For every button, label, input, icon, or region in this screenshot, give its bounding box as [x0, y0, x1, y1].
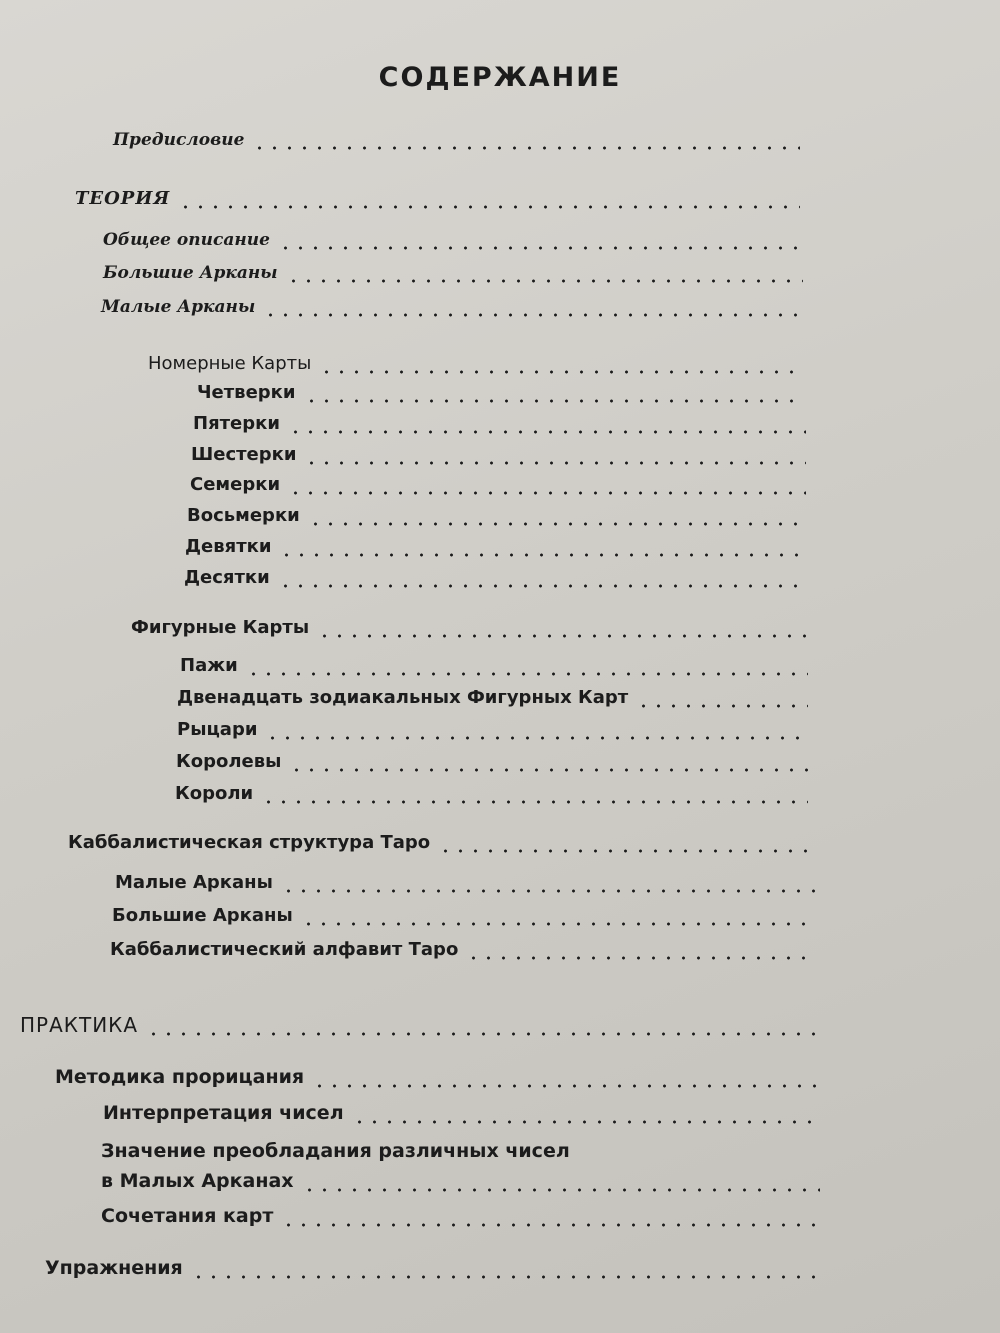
toc-entry-title: Общее описание [103, 230, 270, 250]
toc-entry-title: Фигурные Карты [131, 617, 310, 638]
dot-leader [352, 1120, 820, 1124]
toc-entry-title: Десятки [184, 567, 270, 588]
dot-leader [281, 889, 815, 893]
dot-leader [304, 461, 806, 465]
toc-entry-title: ПРАКТИКА [20, 1013, 139, 1037]
dot-leader [278, 584, 806, 588]
dot-leader [317, 634, 808, 638]
dot-leader [289, 768, 808, 772]
toc-entry-title: Значение преобладания различных чисел [101, 1140, 570, 1162]
toc-entry-title: Предисловие [113, 130, 245, 150]
toc-entry-title: Двенадцать зодиакальных Фигурных Карт [177, 687, 629, 708]
dot-leader [263, 313, 805, 317]
dot-leader [252, 146, 800, 150]
toc-entry-title: Рыцари [177, 719, 258, 740]
dot-leader [438, 849, 812, 853]
dot-leader [191, 1275, 820, 1279]
page-title: СОДЕРЖАНИЕ [378, 62, 622, 93]
dot-leader [636, 704, 808, 708]
dot-leader [319, 370, 805, 374]
dot-leader [288, 430, 806, 434]
dot-leader [278, 246, 800, 250]
toc-entry-title: Упражнения [45, 1257, 183, 1279]
dot-leader [288, 491, 806, 495]
dot-leader [302, 1188, 820, 1192]
dot-leader [301, 922, 815, 926]
toc-entry-title: Малые Арканы [101, 297, 256, 317]
toc-entry-title: Сочетания карт [101, 1205, 274, 1227]
toc-entry-title: Большие Арканы [112, 905, 293, 926]
toc-entry-title: Интерпретация чисел [103, 1102, 344, 1124]
dot-leader [308, 522, 806, 526]
toc-entry-title: Королевы [176, 751, 282, 772]
dot-leader [279, 553, 806, 557]
dot-leader [178, 205, 800, 209]
dot-leader [261, 800, 808, 804]
toc-entry-title: Семерки [190, 474, 281, 495]
toc-entry-title: Большие Арканы [103, 263, 278, 283]
toc-entry-title: Восьмерки [187, 505, 300, 526]
dot-leader [312, 1084, 820, 1088]
dot-leader [304, 399, 805, 403]
toc-entry-title: Номерные Карты [148, 353, 312, 374]
toc-entry-title: Девятки [185, 536, 272, 557]
dot-leader [286, 279, 803, 283]
toc-entry-title: Каббалистическая структура Таро [68, 832, 431, 853]
dot-leader [246, 672, 808, 676]
toc-entry-title: Шестерки [191, 444, 297, 465]
toc-entry-title: Каббалистический алфавит Таро [110, 939, 459, 960]
toc-entry-title: Пажи [180, 655, 238, 676]
dot-leader [146, 1032, 820, 1036]
toc-entry-title: Четверки [197, 382, 296, 403]
toc-entry-title: Пятерки [193, 413, 280, 434]
toc-entry-title: Методика прорицания [55, 1066, 305, 1088]
dot-leader [281, 1223, 820, 1227]
toc-entry-title: Короли [175, 783, 254, 804]
toc-entry-title: ТЕОРИЯ [75, 188, 171, 209]
dot-leader [466, 956, 815, 960]
dot-leader [265, 736, 808, 740]
toc-entry-title: Малые Арканы [115, 872, 273, 893]
toc-entry-title: в Малых Арканах [101, 1170, 294, 1192]
